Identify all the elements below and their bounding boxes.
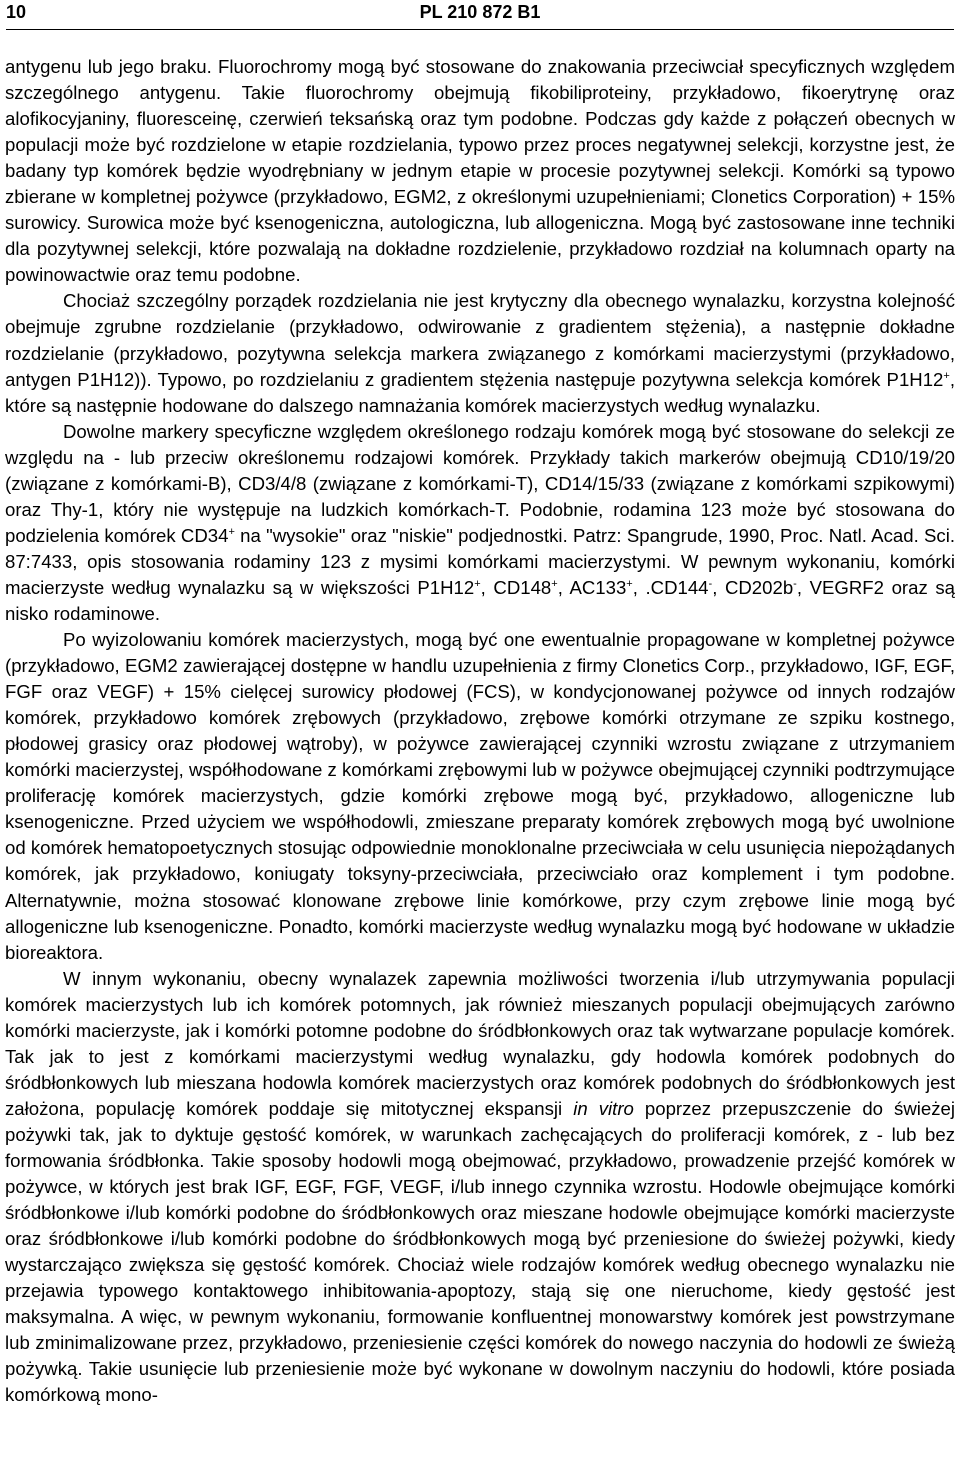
- p5-text-2: poprzez przepuszczenie do świeżej pożywki tak, jak to dyktuje gęstość komórek, w warunkach zachęcających do proliferacji komórek, z - lub bez formowania śródbłonka. Takie sposoby hodowli mogą obejmować, przykładowo, prowadzenie przejść komórek w pożywce, w których jest brak IGF, EGF, FGF, VEGF, i/lub innego czynnika wzrostu. Hodowle obejmujące komórki śródbłonkowe i/lub komórki podobne do śródbłonkowych oraz mieszane hodowle obejmujące komórki macierzyste oraz śródbłonkowe i/lub komórki podobne do śródbłonkowych mogą być przeniesione do świeżej pożywki, kiedy wystarczająco zwiększa się gęstość komórek. Chociaż wiele rodzajów komórek według obecnego wynalazku nie przejawia typowego kontaktowego inhibitowania-apoptozy, stają się one nieruchome, kiedy gęstość jest maksymalna. A więc, w pewnym wykonaniu, formowanie konfluentnej monowarstwy komórek jest powstrzymane lub zminimalizowane przez, przykładowo, przeniesienie części komórek do nowego naczynia do hodowli ze świeżą pożywką. Takie usunięcie lub przeniesienie może być wykonane w dowolnym naczyniu do hodowli, które posiada komórkową mono-: [5, 1097, 955, 1406]
- p5-text-1: W innym wykonaniu, obecny wynalazek zapewnia możliwości tworzenia i/lub utrzymywania populacji komórek macierzystych lub ich komórek potomnych, jak również mieszanych populacji obejmujących zarówno komórki macierzyste, jak i komórki potomne podobne do śródbłonkowych oraz tak wytwarzane populacje komórek. Tak jak to jest z komórkami macierzystymi według wynalazku, gdy hodowla komórek podobnych do śródbłonkowych lub mieszana hodowla komórek macierzystych oraz komórek podobnych do śródbłonkowych jest założona, populację komórek poddaje się mitotycznej ekspansji: [5, 967, 955, 1119]
- p3-text-7: , VEGRF2 oraz są nisko rodaminowe.: [5, 576, 955, 624]
- p1-text: antygenu lub jego braku. Fluorochromy mogą być stosowane do znakowania przeciwciał specyficznych względem szczególnego antygenu. Takie fluorochromy obejmują fikobiliproteiny, przykładowo, fikoerytrynę oraz alofikocyjaniny, fluoresceinę, czerwień teksańską oraz tym podobne. Podczas gdy każde z połączeń obecnych w populacji może być rozdzielone w etapie rozdzielania, typowo przez proces negatywnej selekcji, korzystne jest, że badany typ komórek będzie wyodrębniany w jednym etapie w procesie pozytywnej selekcji. Komórki są typowo zbierane w kompletnej pożywce (przykładowo, EGM2, z określonymi uzupełnieniami; Clonetics Corporation) + 15% surowicy. Surowica może być ksenogeniczna, autologiczna, lub allogeniczna. Mogą być zastosowane inne techniki dla pozytywnej selekcji, które pozwalają na dokładne rozdzielenie, przykładowo rozdział na kolumnach oparty na powinowactwie oraz temu podobne.: [5, 56, 955, 286]
- p3-superscript-5: -: [708, 577, 713, 590]
- p3-text-3: , CD148: [480, 576, 552, 598]
- p3-superscript-2: +: [474, 577, 481, 590]
- paragraph-2: [5, 288, 955, 418]
- p3-text-5: , .CD144: [632, 576, 709, 598]
- p2-text-1: Chociaż szczególny porządek rozdzielania nie jest krytyczny dla obecnego wynalazku, korzystna kolejność obejmuje zgrubne rozdzielanie (przykładowo, odwirowanie z gradientem stężenia), a następnie dokładne rozdzielanie (przykładowo, pozytywna selekcja markera związanego z komórkami macierzystymi (przykładowo, antygen P1H12)). Typowo, po rozdzielaniu z gradientem stężenia następuje pozytywna selekcja komórek P1H12: [5, 290, 955, 390]
- p3-superscript-3: +: [551, 577, 558, 590]
- page-header: [6, 2, 954, 28]
- document-body: [5, 54, 955, 1408]
- p3-text-2: na "wysokie" oraz "niskie" podjednostki. Patrz: Spangrude, 1990, Proc. Natl. Acad. Sci. 87:7433, opis stosowania rodaminy 123 z mysimi komórkami macierzystymi. W pewnym wykonaniu, komórki macierzyste według wynalazku są w większości P1H12: [5, 524, 955, 598]
- p3-superscript-6: -: [793, 577, 797, 590]
- document-id: PL 210 872 B1: [419, 2, 541, 22]
- p4-text: Po wyizolowaniu komórek macierzystych, mogą być one ewentualnie propagowane w kompletnej pożywce (przykładowo, EGM2 zawierającej dostępne w handlu uzupełnienia z firmy Clonetics Corp., przykładowo, IGF, EGF, FGF oraz VEGF) + 15% cielęcej surowicy płodowej (FCS), w kondycjonowanej pożywce od innych rodzajów komórek, przykładowo komórek zrębowych (przykładowo, zrębowe komórki otrzymane ze szpiku kostnego, płodowej grasicy oraz płodowej wątroby), w pożywce zawierającej czynniki wzrostu związane z utrzymaniem komórki macierzystej, współhodowane z komórkami zrębowymi lub w pożywce obejmującej czynniki podtrzymujące proliferację komórek macierzystych, gdzie komórki zrębowe mogą być, przykładowo, allogeniczne lub ksenogeniczne. Przed użyciem we współhodowli, zmieszane preparaty komórek zrębowych mogą być uwolnione od komórek hematopoetycznych stosując odpowiednie monoklonalne przeciwciała w celu usunięcia niepożądanych komórek, jak przykładowo, koniugaty toksyny-przeciwciała, przeciwciało oraz komplement i tym podobne. Alternatywnie, można stosować klonowane zrębowe linie komórkowe, przy czym zrębowe linie mogą być allogeniczne lub ksenogeniczne. Ponadto, komórki macierzyste według wynalazku mogą być hodowane w układzie bioreaktora.: [5, 629, 955, 963]
- p3-superscript-4: +: [626, 577, 633, 590]
- p3-text-4: , AC133: [557, 576, 627, 598]
- paragraph-3: [5, 419, 955, 627]
- p2-superscript-1: +: [943, 369, 950, 382]
- paragraph-5: [5, 966, 955, 1409]
- page-number: 10: [6, 2, 27, 22]
- paragraph-1: [5, 54, 955, 288]
- p2-text-2: , które są następnie hodowane do dalszego namnażania komórek macierzystych według wynalazku.: [5, 368, 955, 416]
- p3-superscript-1: +: [228, 525, 235, 538]
- paragraph-4: [5, 627, 955, 966]
- p3-text-6: , CD202b: [712, 576, 794, 598]
- header-rule: [6, 29, 954, 30]
- p3-text-1: Dowolne markery specyficzne względem określonego rodzaju komórek mogą być stosowane do selekcji ze względu na - lub przeciw określonemu rodzajowi komórek. Przykłady takich markerów obejmują CD10/19/20 (związane z komórkami-B), CD3/4/8 (związane z komórkami-T), CD14/15/33 (związane z komórkami szpikowymi) oraz Thy-1, który nie występuje na ludzkich komórkach-T. Podobnie, rodamina 123 może być stosowana do podzielenia komórek CD34: [5, 420, 955, 546]
- p5-italic-in-vitro: in vitro: [573, 1097, 634, 1119]
